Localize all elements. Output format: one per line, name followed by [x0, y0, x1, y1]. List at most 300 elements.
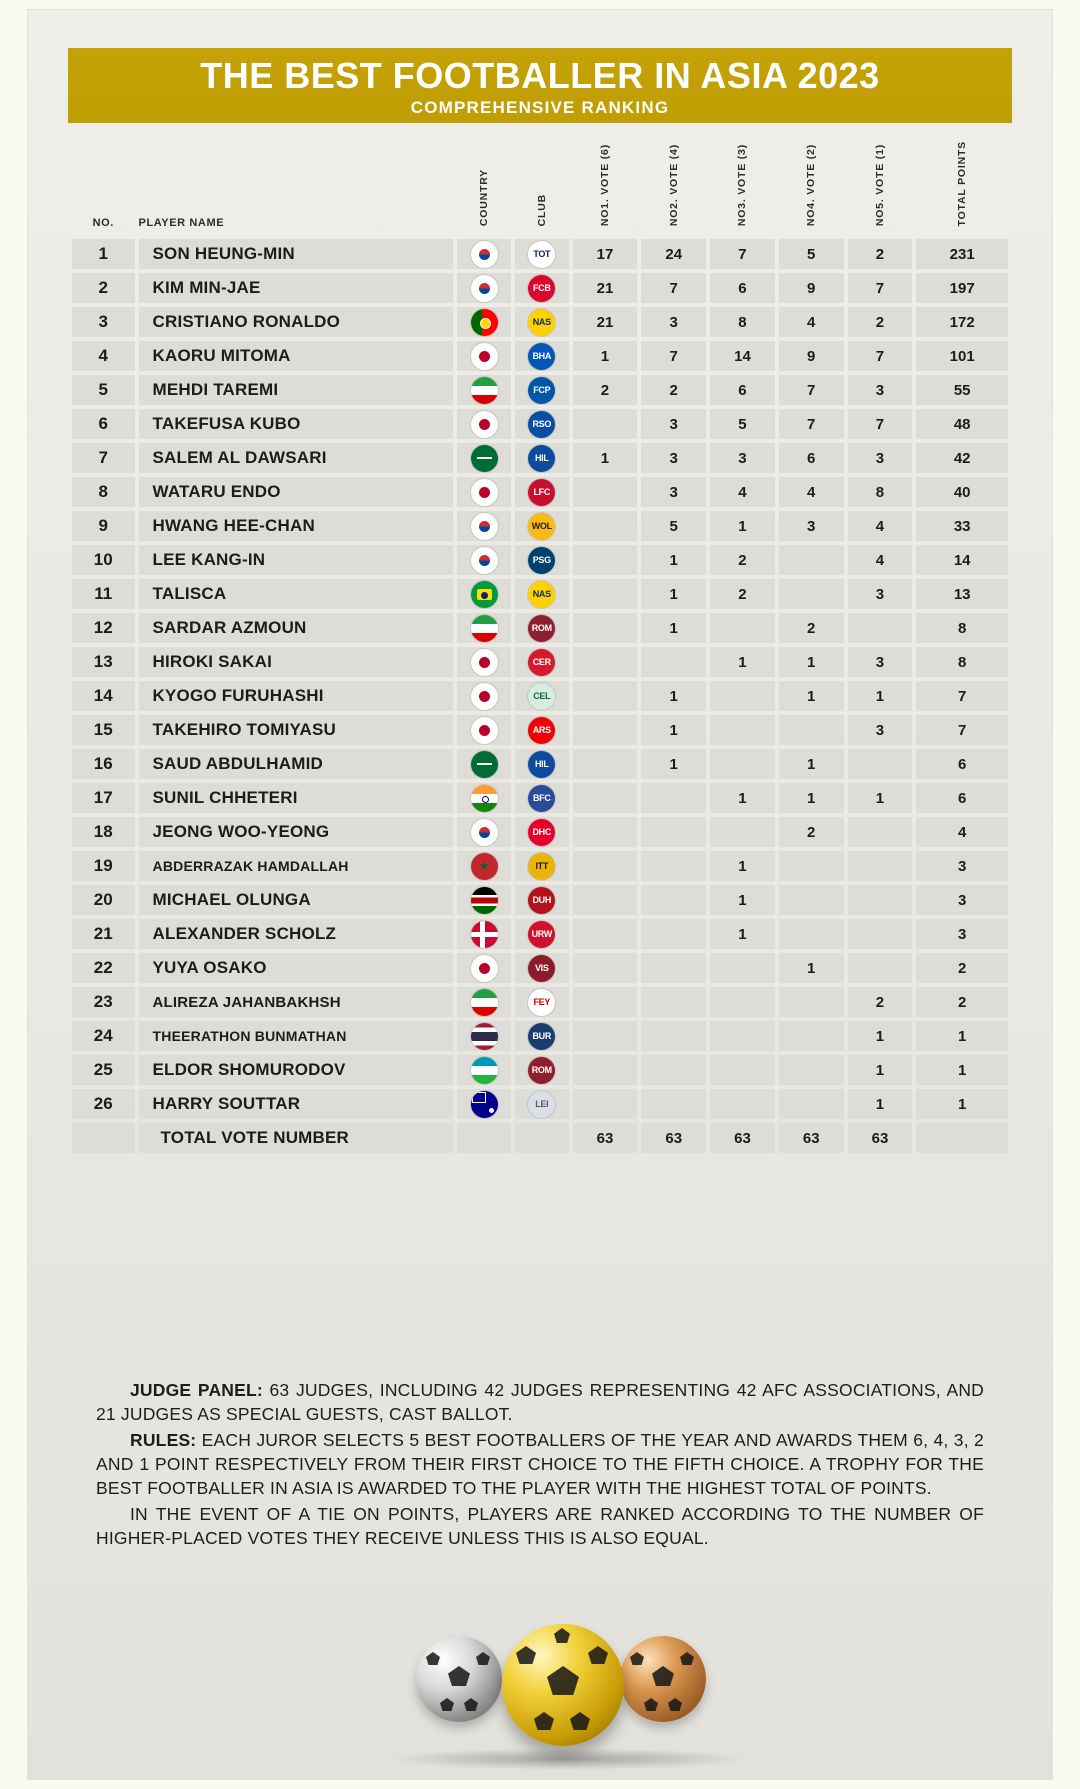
judge-panel-note	[96, 1378, 984, 1426]
header-country-label: COUNTRY	[478, 168, 491, 226]
row-no2-votes	[641, 953, 706, 983]
row-no4-votes	[779, 715, 844, 745]
club-crest-icon	[528, 343, 555, 370]
ranking-table-wrapper	[68, 135, 1012, 1157]
row-country-flag	[457, 341, 511, 371]
row-country-flag	[457, 545, 511, 575]
row-no4-votes: 7	[779, 375, 844, 405]
row-no2-votes: 5	[641, 511, 706, 541]
table-row	[72, 1089, 1008, 1119]
row-total-points: 40	[916, 477, 1008, 507]
table-row	[72, 715, 1008, 745]
row-country-flag	[457, 851, 511, 881]
row-club-badge	[515, 851, 569, 881]
totals-blank	[72, 1123, 135, 1153]
row-player-name: HARRY SOUTTAR	[139, 1089, 454, 1119]
row-no5-votes: 7	[848, 341, 913, 371]
club-crest-icon	[528, 785, 555, 812]
club-crest-icon	[528, 921, 555, 948]
club-crest-label: WOL	[531, 521, 552, 531]
row-no5-votes: 1	[848, 681, 913, 711]
row-no1-votes: 17	[573, 239, 638, 269]
gold-ball-icon	[502, 1624, 624, 1746]
table-row	[72, 511, 1008, 541]
row-no1-votes	[573, 1055, 638, 1085]
row-no3-votes: 1	[710, 851, 775, 881]
row-total-points: 8	[916, 647, 1008, 677]
row-total-points: 3	[916, 851, 1008, 881]
club-crest-label: BFC	[532, 793, 551, 803]
row-no2-votes	[641, 647, 706, 677]
club-crest-icon	[528, 751, 555, 778]
row-no1-votes	[573, 613, 638, 643]
header-club	[515, 139, 569, 235]
row-country-flag	[457, 307, 511, 337]
row-no5-votes: 3	[848, 443, 913, 473]
flag-icon	[471, 275, 498, 302]
row-player-name: ALIREZA JAHANBAKHSH	[139, 987, 454, 1017]
row-no3-votes	[710, 1089, 775, 1119]
row-no1-votes: 2	[573, 375, 638, 405]
table-row	[72, 579, 1008, 609]
row-no2-votes: 1	[641, 681, 706, 711]
row-no3-votes	[710, 1021, 775, 1051]
club-crest-icon	[528, 445, 555, 472]
flag-icon	[471, 581, 498, 608]
club-crest-icon	[528, 581, 555, 608]
row-no1-votes	[573, 715, 638, 745]
club-crest-icon	[528, 955, 555, 982]
row-no5-votes: 2	[848, 307, 913, 337]
row-no5-votes: 3	[848, 647, 913, 677]
row-no1-votes: 21	[573, 273, 638, 303]
row-rank: 18	[72, 817, 135, 847]
club-crest-icon	[528, 241, 555, 268]
club-crest-label: BUR	[532, 1031, 552, 1041]
row-player-name: THEERATHON BUNMATHAN	[139, 1021, 454, 1051]
row-no1-votes	[573, 851, 638, 881]
row-total-points: 2	[916, 987, 1008, 1017]
row-no3-votes	[710, 613, 775, 643]
row-rank: 12	[72, 613, 135, 643]
club-crest-label: PSG	[532, 555, 551, 565]
row-country-flag	[457, 885, 511, 915]
row-player-name: ALEXANDER SCHOLZ	[139, 919, 454, 949]
row-no2-votes	[641, 851, 706, 881]
rules-note	[96, 1428, 984, 1500]
page-title: THE BEST FOOTBALLER IN ASIA 2023	[200, 55, 880, 96]
flag-icon	[471, 649, 498, 676]
row-no3-votes: 14	[710, 341, 775, 371]
row-player-name: SUNIL CHHETERI	[139, 783, 454, 813]
row-player-name: ABDERRAZAK HAMDALLAH	[139, 851, 454, 881]
row-club-badge	[515, 987, 569, 1017]
row-club-badge	[515, 749, 569, 779]
row-no5-votes	[848, 885, 913, 915]
row-no1-votes	[573, 1089, 638, 1119]
row-no3-votes: 1	[710, 885, 775, 915]
row-total-points: 1	[916, 1021, 1008, 1051]
row-player-name: YUYA OSAKO	[139, 953, 454, 983]
row-no5-votes	[848, 613, 913, 643]
row-no4-votes	[779, 1055, 844, 1085]
club-crest-icon	[528, 1057, 555, 1084]
club-crest-icon	[528, 275, 555, 302]
row-no4-votes: 7	[779, 409, 844, 439]
row-rank: 8	[72, 477, 135, 507]
row-total-points: 8	[916, 613, 1008, 643]
row-club-badge	[515, 545, 569, 575]
totals-points-blank	[916, 1123, 1008, 1153]
row-no3-votes: 1	[710, 919, 775, 949]
row-total-points: 6	[916, 749, 1008, 779]
header-no3-label: NO3. VOTE (3)	[736, 143, 749, 226]
row-club-badge	[515, 613, 569, 643]
row-rank: 15	[72, 715, 135, 745]
row-no1-votes	[573, 885, 638, 915]
row-total-points: 3	[916, 919, 1008, 949]
header-no2-label: NO2. VOTE (4)	[667, 143, 680, 226]
row-no4-votes: 1	[779, 647, 844, 677]
row-club-badge	[515, 817, 569, 847]
row-no2-votes: 3	[641, 307, 706, 337]
flag-icon	[471, 1023, 498, 1050]
table-row	[72, 545, 1008, 575]
club-crest-icon	[528, 717, 555, 744]
row-club-badge	[515, 511, 569, 541]
totals-no2: 63	[641, 1123, 706, 1153]
row-player-name: TAKEFUSA KUBO	[139, 409, 454, 439]
row-total-points: 197	[916, 273, 1008, 303]
row-country-flag	[457, 273, 511, 303]
header-no: NO.	[92, 217, 114, 229]
row-club-badge	[515, 647, 569, 677]
row-no3-votes: 2	[710, 545, 775, 575]
row-player-name: SARDAR AZMOUN	[139, 613, 454, 643]
row-club-badge	[515, 273, 569, 303]
row-no5-votes	[848, 817, 913, 847]
row-no5-votes: 1	[848, 1021, 913, 1051]
row-rank: 21	[72, 919, 135, 949]
row-no5-votes: 3	[848, 579, 913, 609]
row-no3-votes	[710, 749, 775, 779]
flag-icon	[471, 785, 498, 812]
row-country-flag	[457, 749, 511, 779]
club-crest-label: CEL	[533, 691, 551, 701]
row-country-flag	[457, 239, 511, 269]
row-rank: 4	[72, 341, 135, 371]
row-country-flag	[457, 919, 511, 949]
club-crest-label: HIL	[534, 453, 549, 463]
club-crest-icon	[528, 513, 555, 540]
row-no2-votes	[641, 987, 706, 1017]
club-crest-label: NAS	[532, 317, 551, 327]
row-no2-votes	[641, 1055, 706, 1085]
club-crest-icon	[528, 853, 555, 880]
row-no1-votes	[573, 1021, 638, 1051]
trophy-balls	[28, 1600, 1052, 1775]
row-no4-votes	[779, 919, 844, 949]
row-no4-votes: 1	[779, 953, 844, 983]
row-no4-votes: 1	[779, 681, 844, 711]
row-no4-votes: 4	[779, 307, 844, 337]
header-player: PLAYER NAME	[138, 217, 225, 229]
club-crest-label: FCB	[532, 283, 551, 293]
row-no3-votes: 3	[710, 443, 775, 473]
row-player-name: SON HEUNG-MIN	[139, 239, 454, 269]
row-player-name: LEE KANG-IN	[139, 545, 454, 575]
flag-icon	[471, 377, 498, 404]
row-total-points: 1	[916, 1089, 1008, 1119]
row-total-points: 42	[916, 443, 1008, 473]
table-row	[72, 443, 1008, 473]
row-no3-votes	[710, 987, 775, 1017]
row-rank: 6	[72, 409, 135, 439]
header-no4	[779, 139, 844, 235]
row-no4-votes: 9	[779, 273, 844, 303]
club-crest-label: NAS	[532, 589, 551, 599]
row-rank: 1	[72, 239, 135, 269]
row-no5-votes: 4	[848, 545, 913, 575]
club-crest-icon	[528, 547, 555, 574]
row-no2-votes	[641, 1089, 706, 1119]
header-no1-label: NO1. VOTE (6)	[598, 143, 611, 226]
flag-icon	[471, 887, 498, 914]
row-no2-votes	[641, 783, 706, 813]
row-no4-votes: 6	[779, 443, 844, 473]
table-row	[72, 749, 1008, 779]
row-club-badge	[515, 953, 569, 983]
club-crest-label: ROM	[531, 623, 552, 633]
row-total-points: 33	[916, 511, 1008, 541]
table-row	[72, 647, 1008, 677]
row-total-points: 172	[916, 307, 1008, 337]
club-crest-icon	[528, 1023, 555, 1050]
flag-icon	[471, 479, 498, 506]
row-total-points: 231	[916, 239, 1008, 269]
row-rank: 13	[72, 647, 135, 677]
table-row	[72, 1055, 1008, 1085]
table-row	[72, 307, 1008, 337]
club-crest-label: RSO	[532, 419, 552, 429]
table-row	[72, 817, 1008, 847]
row-player-name: CRISTIANO RONALDO	[139, 307, 454, 337]
row-no4-votes	[779, 987, 844, 1017]
club-crest-label: ARS	[532, 725, 551, 735]
footnotes	[96, 1378, 984, 1552]
row-club-badge	[515, 715, 569, 745]
row-no5-votes: 8	[848, 477, 913, 507]
club-crest-icon	[528, 377, 555, 404]
club-crest-label: ITT	[535, 861, 549, 871]
row-club-badge	[515, 1021, 569, 1051]
row-rank: 10	[72, 545, 135, 575]
row-no5-votes: 2	[848, 239, 913, 269]
row-country-flag	[457, 375, 511, 405]
table-row	[72, 783, 1008, 813]
club-crest-icon	[528, 411, 555, 438]
row-no2-votes	[641, 1021, 706, 1051]
row-no3-votes	[710, 1055, 775, 1085]
silver-ball-icon	[416, 1636, 502, 1722]
row-no4-votes: 9	[779, 341, 844, 371]
row-no5-votes	[848, 749, 913, 779]
row-no3-votes: 8	[710, 307, 775, 337]
header-total-label: TOTAL POINTS	[956, 140, 969, 226]
row-country-flag	[457, 681, 511, 711]
club-crest-label: BHA	[532, 351, 552, 361]
row-total-points: 48	[916, 409, 1008, 439]
rules-text: EACH JUROR SELECTS 5 BEST FOOTBALLERS OF THE YEAR AND AWARDS THEM 6, 4, 3, 2 AND 1 POINT RESPECTIVELY FROM THEIR FIRST CHOICE TO THE FIFTH CHOICE. A TROPHY FOR THE BEST FOOTBALLER IN ASIA IS AWARDED TO THE PLAYER WITH THE HIGHEST TOTAL OF POINTS.	[96, 1430, 984, 1498]
row-player-name: ELDOR SHOMURODOV	[139, 1055, 454, 1085]
row-no2-votes: 2	[641, 375, 706, 405]
totals-no5: 63	[848, 1123, 913, 1153]
club-crest-icon	[528, 989, 555, 1016]
club-crest-label: URW	[531, 929, 552, 939]
row-no3-votes	[710, 953, 775, 983]
row-total-points: 4	[916, 817, 1008, 847]
flag-icon	[471, 853, 498, 880]
infographic-sheet	[28, 10, 1052, 1779]
row-rank: 14	[72, 681, 135, 711]
row-no2-votes: 1	[641, 715, 706, 745]
row-rank: 11	[72, 579, 135, 609]
row-country-flag	[457, 1055, 511, 1085]
row-player-name: HWANG HEE-CHAN	[139, 511, 454, 541]
header-no3	[710, 139, 775, 235]
flag-icon	[471, 921, 498, 948]
row-no1-votes	[573, 817, 638, 847]
row-no5-votes: 1	[848, 783, 913, 813]
club-crest-label: DUH	[532, 895, 552, 905]
row-no3-votes: 1	[710, 783, 775, 813]
row-total-points: 7	[916, 681, 1008, 711]
table-row	[72, 477, 1008, 507]
flag-icon	[471, 343, 498, 370]
totals-no4: 63	[779, 1123, 844, 1153]
flag-icon	[471, 513, 498, 540]
title-banner	[68, 48, 1012, 123]
row-no3-votes: 5	[710, 409, 775, 439]
row-club-badge	[515, 579, 569, 609]
row-no4-votes	[779, 1021, 844, 1051]
club-crest-icon	[528, 683, 555, 710]
table-totals-row	[72, 1123, 1008, 1153]
row-no5-votes: 2	[848, 987, 913, 1017]
row-no1-votes	[573, 987, 638, 1017]
row-player-name: JEONG WOO-YEONG	[139, 817, 454, 847]
row-no4-votes	[779, 545, 844, 575]
row-no2-votes: 3	[641, 443, 706, 473]
row-no3-votes	[710, 715, 775, 745]
row-player-name: KAORU MITOMA	[139, 341, 454, 371]
table-row	[72, 851, 1008, 881]
row-club-badge	[515, 341, 569, 371]
row-no4-votes: 5	[779, 239, 844, 269]
row-country-flag	[457, 613, 511, 643]
club-crest-icon	[528, 649, 555, 676]
club-crest-label: CER	[532, 657, 551, 667]
row-rank: 20	[72, 885, 135, 915]
row-player-name: MICHAEL OLUNGA	[139, 885, 454, 915]
row-no4-votes: 4	[779, 477, 844, 507]
row-no3-votes	[710, 817, 775, 847]
row-country-flag	[457, 409, 511, 439]
table-row	[72, 239, 1008, 269]
header-no5	[848, 139, 913, 235]
row-rank: 17	[72, 783, 135, 813]
row-club-badge	[515, 443, 569, 473]
flag-icon	[471, 751, 498, 778]
row-no5-votes: 1	[848, 1055, 913, 1085]
row-country-flag	[457, 443, 511, 473]
row-no3-votes: 1	[710, 647, 775, 677]
row-country-flag	[457, 817, 511, 847]
row-total-points: 2	[916, 953, 1008, 983]
flag-icon	[471, 309, 498, 336]
row-country-flag	[457, 477, 511, 507]
flag-icon	[471, 989, 498, 1016]
row-no3-votes: 7	[710, 239, 775, 269]
row-no4-votes	[779, 885, 844, 915]
row-rank: 22	[72, 953, 135, 983]
header-no1	[573, 139, 638, 235]
row-no1-votes	[573, 511, 638, 541]
row-no4-votes: 2	[779, 613, 844, 643]
club-crest-label: ROM	[531, 1065, 552, 1075]
row-club-badge	[515, 375, 569, 405]
bronze-ball-icon	[620, 1636, 706, 1722]
club-crest-icon	[528, 479, 555, 506]
table-row	[72, 919, 1008, 949]
ball-shadow	[388, 1748, 748, 1770]
table-row	[72, 953, 1008, 983]
row-no3-votes: 6	[710, 375, 775, 405]
flag-icon	[471, 1091, 498, 1118]
page-subtitle: COMPREHENSIVE RANKING	[410, 98, 670, 117]
row-country-flag	[457, 715, 511, 745]
row-total-points: 55	[916, 375, 1008, 405]
totals-no3: 63	[710, 1123, 775, 1153]
row-club-badge	[515, 477, 569, 507]
row-rank: 19	[72, 851, 135, 881]
row-rank: 9	[72, 511, 135, 541]
club-crest-icon	[528, 615, 555, 642]
row-country-flag	[457, 953, 511, 983]
row-rank: 24	[72, 1021, 135, 1051]
row-no3-votes: 2	[710, 579, 775, 609]
club-crest-label: HIL	[534, 759, 549, 769]
flag-icon	[471, 717, 498, 744]
row-total-points: 3	[916, 885, 1008, 915]
totals-club-blank	[515, 1123, 569, 1153]
row-player-name: MEHDI TAREMI	[139, 375, 454, 405]
flag-icon	[471, 547, 498, 574]
row-no1-votes	[573, 681, 638, 711]
judge-panel-text: 63 JUDGES, INCLUDING 42 JUDGES REPRESENTING 42 AFC ASSOCIATIONS, AND 21 JUDGES AS SPECIAL GUESTS, CAST BALLOT.	[96, 1380, 984, 1424]
row-no2-votes: 1	[641, 613, 706, 643]
row-total-points: 7	[916, 715, 1008, 745]
flag-icon	[471, 819, 498, 846]
row-country-flag	[457, 1089, 511, 1119]
row-total-points: 13	[916, 579, 1008, 609]
row-no4-votes: 3	[779, 511, 844, 541]
totals-country-blank	[457, 1123, 511, 1153]
flag-icon	[471, 615, 498, 642]
row-club-badge	[515, 783, 569, 813]
row-no2-votes: 3	[641, 409, 706, 439]
row-no2-votes: 7	[641, 273, 706, 303]
